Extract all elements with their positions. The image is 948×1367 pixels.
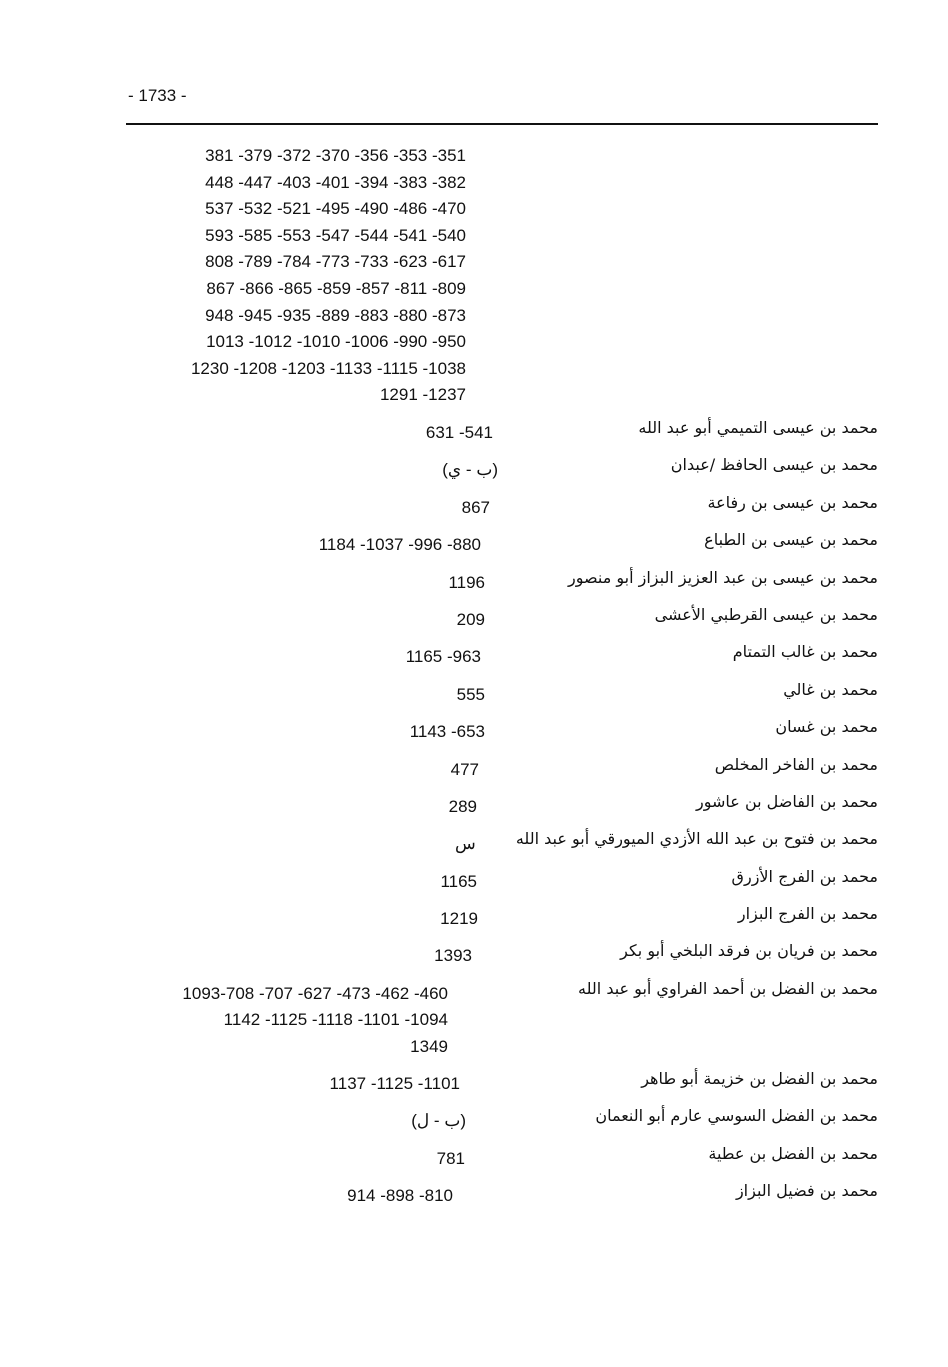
entry-refs: 555 <box>456 684 485 704</box>
entry-refs: س <box>455 834 476 854</box>
reference-line: 808 -789 -784 -773 -733 -623 -617 <box>205 252 466 272</box>
entry-refs: 1165 -963 <box>405 647 481 667</box>
index-entry <box>0 1104 948 1141</box>
index-entry <box>0 453 948 490</box>
reference-line: 867 -866 -865 -859 -857 -811 -809 <box>206 278 466 298</box>
index-entry <box>0 902 948 939</box>
reference-line: 1230 -1208 -1203 -1133 -1115 -1038 <box>190 358 466 378</box>
entry-refs: (ب - ي) <box>442 460 498 480</box>
reference-line: 1291 -1237 <box>379 385 466 405</box>
reference-line: 593 -585 -553 -547 -544 -541 -540 <box>205 225 466 245</box>
entry-name: محمد بن عيسى التميمي أبو عبد الله <box>638 418 878 437</box>
entry-refs: 477 <box>450 759 479 779</box>
entry-name: محمد بن الفضل بن خزيمة أبو طاهر <box>641 1068 878 1088</box>
page-number: - 1733 - <box>128 86 187 105</box>
entry-refs: 914 -898 -810 <box>347 1186 453 1206</box>
entry-name: محمد بن الفاضل بن عاشور <box>696 791 878 811</box>
entry-name: محمد بن عيسى القرطبي الأعشى <box>654 604 878 624</box>
header-rule <box>126 123 878 125</box>
index-entry <box>0 977 948 1067</box>
refs-line: 1349 <box>410 1037 448 1057</box>
entry-refs: 1143 -653 <box>409 722 485 742</box>
entry-name: محمد بن عيسى بن الطباع <box>704 530 878 550</box>
index-entry <box>0 640 948 677</box>
entry-name: محمد بن فتوح بن عبد الله الأزدي الميورقي أبو عبد الله <box>515 829 878 849</box>
reference-line: 537 -532 -521 -495 -490 -486 -470 <box>205 199 466 219</box>
entry-name: محمد بن الفرج الأزرق <box>731 866 878 886</box>
entry-name: محمد بن عيسى بن رفاعة <box>707 492 878 512</box>
entry-refs: 867 <box>461 497 490 517</box>
index-entry <box>0 827 948 864</box>
entry-name: محمد بن غسان <box>775 717 878 737</box>
index-entry <box>0 603 948 640</box>
index-entry <box>0 491 948 528</box>
entry-refs <box>182 981 448 1061</box>
index-entry <box>0 1067 948 1104</box>
refs-line: 1142 -1125 -1118 -1101 -1094 <box>223 1010 448 1030</box>
entry-name: محمد بن الفضل بن عطية <box>708 1143 878 1163</box>
index-entry <box>0 865 948 902</box>
entry-refs: 781 <box>436 1148 465 1168</box>
index-entry <box>0 753 948 790</box>
index-entry <box>0 790 948 827</box>
index-entry <box>0 939 948 976</box>
index-entry <box>0 528 948 565</box>
index-entry <box>0 1142 948 1179</box>
entry-name: محمد بن غالي <box>783 679 878 699</box>
index-entries <box>0 416 948 1216</box>
entry-refs: 1137 -1125 -1101 <box>329 1073 460 1093</box>
index-entry <box>0 1179 948 1216</box>
entry-refs: 631 -541 <box>425 423 493 442</box>
entry-name: محمد بن الفضل بن أحمد الفراوي أبو عبد الله <box>578 978 878 998</box>
reference-line: 1013 -1012 -1010 -1006 -990 -950 <box>206 332 466 352</box>
entry-name: محمد بن الفضل السوسي عارم أبو النعمان <box>595 1106 878 1126</box>
continuation-references <box>191 143 466 409</box>
entry-refs: 1184 -1037 -996 -880 <box>318 535 481 555</box>
entry-name: محمد بن عيسى بن عبد العزيز البزاز أبو منصور <box>568 567 878 587</box>
index-entry <box>0 416 948 453</box>
entry-name: محمد بن الفاخر المخلص <box>714 754 878 774</box>
refs-line: 1093-708 -707 -627 -473 -462 -460 <box>182 983 448 1003</box>
reference-line: 948 -945 -935 -889 -883 -880 -873 <box>205 305 466 325</box>
entry-refs: 1165 <box>440 871 477 891</box>
entry-refs: 1219 <box>440 909 478 929</box>
entry-name: محمد بن فضيل البزاز <box>735 1181 878 1201</box>
index-entry <box>0 678 948 715</box>
entry-refs: 1196 <box>448 572 485 592</box>
index-entry <box>0 715 948 752</box>
entry-refs: 1393 <box>434 946 472 966</box>
reference-line: 381 -379 -372 -370 -356 -353 -351 <box>205 146 466 165</box>
entry-name: محمد بن عيسى الحافظ /عبدان <box>670 455 878 475</box>
entry-refs: 209 <box>456 609 485 629</box>
entry-refs: 289 <box>448 796 477 816</box>
reference-line: 448 -447 -403 -401 -394 -383 -382 <box>205 172 466 192</box>
entry-name: محمد بن الفرج البزار <box>737 904 878 924</box>
index-entry <box>0 566 948 603</box>
entry-name: محمد بن غالب التمتام <box>732 642 878 662</box>
entry-refs: (ب - ل) <box>411 1111 466 1131</box>
entry-name: محمد بن فريان بن فرقد البلخي أبو بكر <box>620 941 878 961</box>
